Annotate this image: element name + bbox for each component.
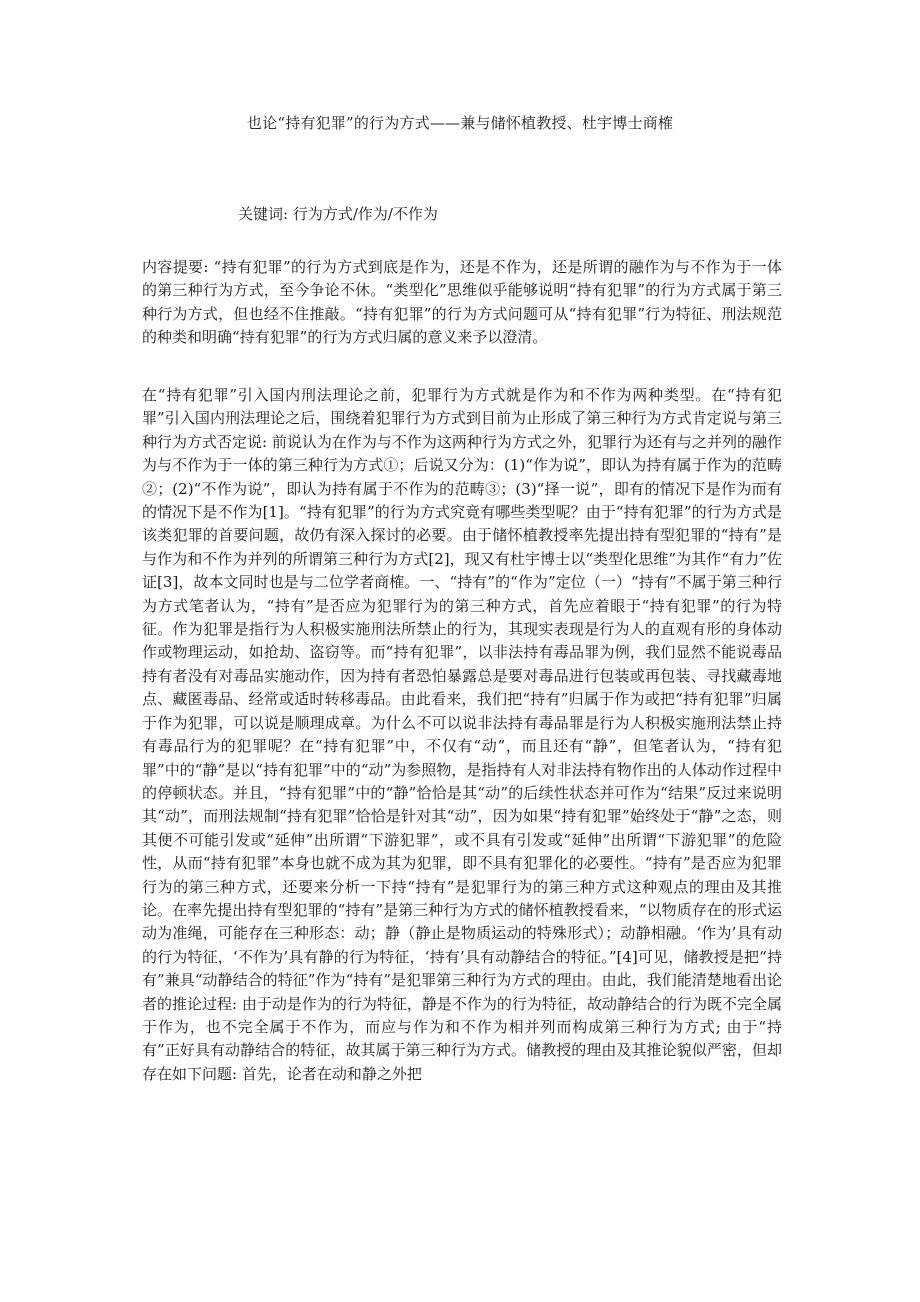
- keywords-line: 关键词: 行为方式/作为/不作为: [238, 205, 438, 223]
- body-paragraph: 在“持有犯罪”引入国内刑法理论之前，犯罪行为方式就是作为和不作为两种类型。在“持有犯罪”引入国内刑法理论之后，围绕着犯罪行为方式到目前为止形成了第三种行为方式肯定说与第三种行为方式否定说: 前说认为在作为与不作为这两种行为方式之外，犯罪行为还有与之并列的融作为与不作为于一体的第三种行为方式①；后说又分为：(1)“作为说”，即认为持有属于作为的范畴②；(2)“不作为说”，即认为持有属于不作为的范畴③；(3)“择一说”，即有的情况下是作为而有的情况下是不作为[1]。“持有犯罪”的行为方式究竟有哪些类型呢？由于“持有犯罪”的行为方式是该类犯罪的首要问题，故仍有深入探讨的必要。由于储怀植教授率先提出持有型犯罪的“持有”是与作为和不作为并列的所谓第三种行为方式[2]，现又有杜宇博士以“类型化思维”为其作“有力”佐证[3]，故本文同时也是与二位学者商榷。一、“持有”的“作为”定位（一）“持有”不属于第三种行为方式笔者认为，“持有”是否应为犯罪行为的第三种方式，首先应着眼于“持有犯罪”的行为特征。作为犯罪是指行为人积极实施刑法所禁止的行为，其现实表现是行为人的直观有形的身体动作或物理运动，如抢劫、盗窃等。而“持有犯罪”，以非法持有毒品罪为例，我们显然不能说毒品持有者没有对毒品实施动作，因为持有者恐怕暴露总是要对毒品进行包装或再包装、寻找藏毒地点、藏匿毒品、经常或适时转移毒品。由此看来，我们把“持有”归属于作为或把“持有犯罪”归属于作为犯罪，可以说是顺理成章。为什么不可以说非法持有毒品罪是行为人积极实施刑法禁止持有毒品行为的犯罪呢？在“持有犯罪”中，不仅有“动”，而且还有“静”，但笔者认为，“持有犯罪”中的“静”是以“持有犯罪”中的“动”为参照物，是指持有人对非法持有物作出的人体动作过程中的停顿状态。并且，“持有犯罪”中的“静”恰恰是其“动”的后续性状态并可作为“结果”反过来说明其“动”，而刑法规制“持有犯罪”恰恰是针对其“动”，因为如果“持有犯罪”始终处于“静”之态，则其便不可能引发或“延伸”出所谓“下游犯罪”，或不具有引发或“延伸”出所谓“下游犯罪”的危险性，从而“持有犯罪”本身也就不成为其为犯罪，即不具有犯罪化的必要性。“持有”是否应为犯罪行为的第三种方式，还要来分析一下持“持有”是犯罪行为的第三种方式这种观点的理由及其推论。在率先提出持有型犯罪的“持有”是第三种行为方式的储怀植教授看来，“以物质存在的形式运动为准绳，可能存在三种形态：动；静（静止是物质运动的特殊形式）；动静相融。‘作为’具有动的行为特征，‘不作为’具有静的行为特征，‘持有’具有动静结合的特征。”[4]可见，储教授是把“持有”兼具“动静结合的特征”作为“持有”是犯罪第三种行为方式的理由。由此，我们能清楚地看出论者的推论过程: 由于动是作为的行为特征，静是不作为的行为特征，故动静结合的行为既不完全属于作为，也不完全属于不作为，而应与作为和不作为相并列而构成第三种行为方式; 由于“持有”正好具有动静结合的特征，故其属于第三种行为方式。储教授的理由及其推论貌似严密，但却存在如下问题: 首先，论者在动和静之外把: [142, 386, 782, 1083]
- document-title: 也论“持有犯罪”的行为方式——兼与储怀植教授、杜宇博士商榷: [246, 114, 674, 132]
- abstract-paragraph: 内容提要: “持有犯罪”的行为方式到底是作为，还是不作为，还是所谓的融作为与不作为于一体的第三种行为方式，至今争论不休。“类型化”思维似乎能够说明“持有犯罪”的行为方式属于第三种行为方式，但也经不住推敲。“持有犯罪”的行为方式问题可从“持有犯罪”行为特征、刑法规范的种类和明确“持有犯罪”的行为方式归属的意义来予以澄清。: [142, 258, 782, 347]
